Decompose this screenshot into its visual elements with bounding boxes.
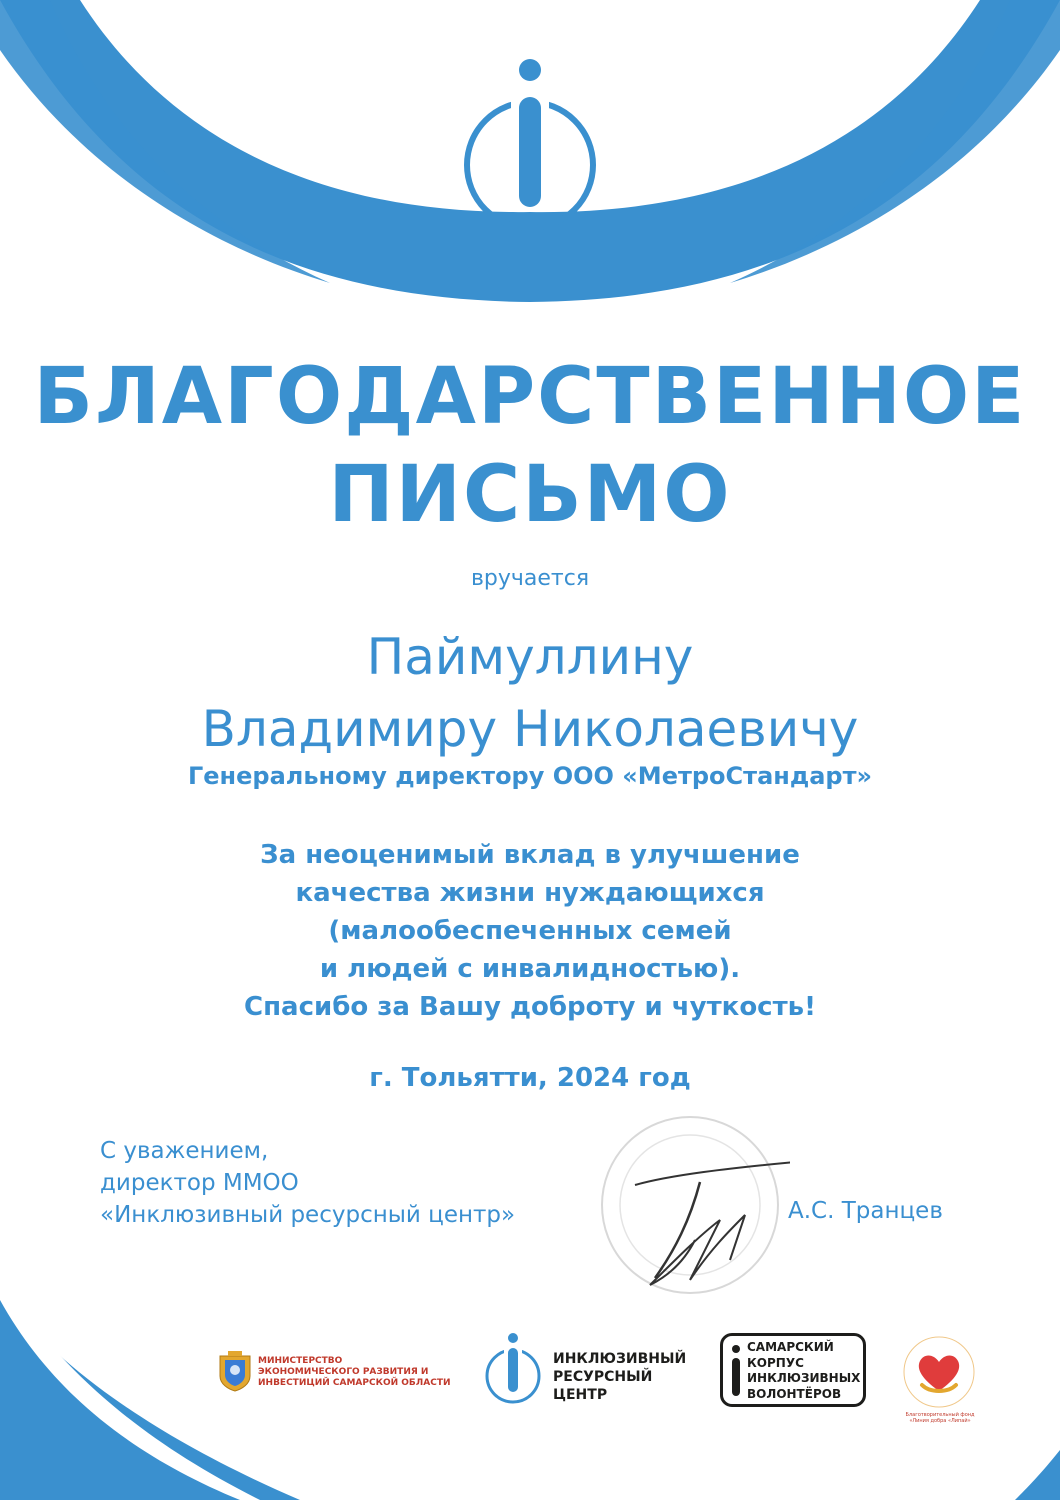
- ministry-line: МИНИСТЕРСТВО: [258, 1356, 343, 1366]
- signature-block: [100, 1135, 515, 1231]
- signature-line: С уважением,: [100, 1138, 269, 1164]
- heart-emblem-icon: [902, 1335, 976, 1409]
- corps-logo-text: [747, 1340, 860, 1402]
- center-logo-icon: [482, 1332, 544, 1406]
- gratitude-text: [0, 836, 1060, 1026]
- title-line-1: БЛАГОДАРСТВЕННОЕ: [33, 352, 1027, 442]
- corps-line: САМАРСКИЙ: [747, 1340, 834, 1354]
- gratitude-line: За неоценимый вклад в улучшение: [260, 840, 800, 870]
- center-logo-text: [553, 1350, 686, 1404]
- corps-line: КОРПУС: [747, 1355, 804, 1370]
- corps-emblem-icon: [730, 1344, 742, 1400]
- info-power-emblem-icon: [455, 55, 605, 235]
- awarded-label: вручается: [470, 566, 590, 591]
- gratitude-line: качества жизни нуждающихся: [295, 878, 765, 908]
- ministry-line: ЭКОНОМИЧЕСКОГО РАЗВИТИЯ И: [258, 1367, 429, 1377]
- stamp-and-signature-icon: [590, 1110, 790, 1300]
- gratitude-line: (малообеспеченных семей: [328, 916, 732, 946]
- coat-of-arms-icon: [218, 1350, 252, 1392]
- recipient-position: Генеральному директору ООО «МетроСтандарт»: [187, 762, 873, 790]
- gratitude-line: и людей с инвалидностью).: [319, 954, 741, 984]
- center-line: ИНКЛЮЗИВНЫЙ: [553, 1351, 687, 1367]
- corps-line: ВОЛОНТЁРОВ: [747, 1386, 842, 1401]
- charity-emblem-label: Благотворительный фонд «Линия добра «Липай»: [905, 1412, 975, 1424]
- title-line-2: ПИСЬМО: [328, 450, 732, 540]
- signature-line: «Инклюзивный ресурсный центр»: [100, 1202, 516, 1228]
- corps-logo: [720, 1333, 866, 1407]
- signature-line: директор ММОО: [100, 1170, 299, 1196]
- signer-name: А.С. Транцев: [788, 1198, 943, 1224]
- ministry-logo-text: [258, 1356, 451, 1389]
- center-line: РЕСУРСНЫЙ: [553, 1369, 653, 1385]
- ministry-line: ИНВЕСТИЦИЙ САМАРСКОЙ ОБЛАСТИ: [258, 1378, 451, 1388]
- corps-line: ИНКЛЮЗИВНЫХ: [747, 1371, 861, 1385]
- center-line: ЦЕНТР: [553, 1387, 608, 1403]
- place-date: г. Тольятти, 2024 год: [369, 1063, 691, 1093]
- gratitude-line: Спасибо за Вашу доброту и чуткость!: [244, 992, 816, 1022]
- recipient-name: Владимиру Николаевичу: [201, 700, 859, 758]
- recipient-surname: Паймуллину: [366, 628, 694, 686]
